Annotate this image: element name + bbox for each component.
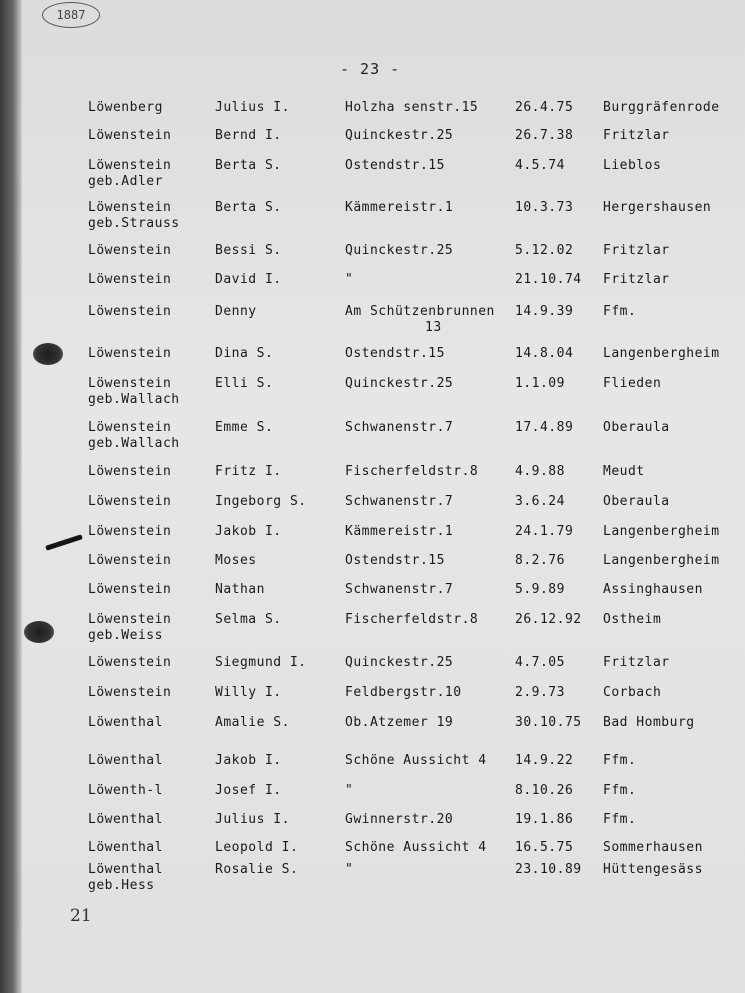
date-cell-line: 2.9.73 [515, 685, 565, 700]
archive-stamp: 1887 [42, 2, 100, 28]
street-cell [345, 494, 453, 510]
street-cell-line: Schwanenstr.7 [345, 582, 454, 597]
place-cell [603, 200, 711, 216]
surname-cell [88, 200, 180, 232]
first-name-cell-line: Siegmund I. [215, 655, 307, 670]
date-cell [515, 158, 565, 174]
surname-cell [88, 272, 171, 288]
street-cell-line: Feldbergstr.10 [345, 685, 462, 700]
date-cell [515, 272, 582, 288]
street-cell-line: Ob.Atzemer 19 [345, 715, 454, 730]
street-cell-line: Schöne Aussicht 4 [345, 840, 487, 855]
date-cell [515, 812, 573, 828]
surname-cell-line: Löwenstein [88, 158, 172, 173]
place-cell-line: Ffm. [603, 304, 637, 319]
date-cell-line: 26.12.92 [515, 612, 582, 627]
surname-cell-line: Löwenstein [88, 655, 172, 670]
street-cell [345, 524, 453, 540]
first-name-cell [215, 783, 282, 799]
first-name-cell-line: Berta S. [215, 200, 282, 215]
surname-cell-line: Löwenstein [88, 464, 172, 479]
entry-row [0, 200, 745, 240]
street-cell-line: Quinckestr.25 [345, 376, 454, 391]
date-cell-line: 8.2.76 [515, 553, 565, 568]
surname-cell [88, 464, 171, 480]
date-cell-line: 4.7.05 [515, 655, 565, 670]
date-cell [515, 753, 573, 769]
surname-cell-line: Löwenstein [88, 582, 172, 597]
first-name-cell-line: David I. [215, 272, 282, 287]
street-cell [345, 862, 425, 878]
street-cell [345, 655, 453, 671]
first-name-cell [215, 100, 290, 116]
place-cell [603, 100, 720, 116]
date-cell [515, 553, 565, 569]
place-cell [603, 553, 720, 569]
place-cell [603, 862, 703, 878]
date-cell [515, 715, 582, 731]
first-name-cell-line: Elli S. [215, 376, 274, 391]
date-cell [515, 494, 565, 510]
date-cell-line: 21.10.74 [515, 272, 582, 287]
street-cell-line: Quinckestr.25 [345, 128, 454, 143]
surname-cell-line: Löwenstein [88, 200, 172, 215]
street-cell [345, 612, 478, 628]
entry-row [0, 612, 745, 652]
date-cell [515, 862, 582, 878]
surname-cell-line: Löwenstein [88, 685, 172, 700]
surname-cell [88, 494, 171, 510]
place-cell [603, 128, 670, 144]
street-cell-line: Kämmereistr.1 [345, 200, 454, 215]
date-cell-line: 23.10.89 [515, 862, 582, 877]
first-name-cell [215, 862, 298, 878]
date-cell [515, 200, 573, 216]
first-name-cell [215, 840, 298, 856]
first-name-cell-line: Moses [215, 553, 257, 568]
entry-row [0, 158, 745, 198]
first-name-cell-line: Jakob I. [215, 524, 282, 539]
surname-cell-line-2: geb.Adler [88, 174, 163, 189]
surname-cell-line: Löwenthal [88, 862, 163, 877]
place-cell-line: Fritzlar [603, 272, 670, 287]
date-cell [515, 783, 573, 799]
surname-cell-line: Löwenstein [88, 553, 172, 568]
surname-cell [88, 553, 171, 569]
street-cell-line: Ostendstr.15 [345, 158, 445, 173]
first-name-cell-line: Bessi S. [215, 243, 282, 258]
date-cell-line: 24.1.79 [515, 524, 574, 539]
date-cell-line: 14.8.04 [515, 346, 574, 361]
place-cell [603, 582, 703, 598]
surname-cell [88, 840, 163, 856]
street-cell [345, 243, 453, 259]
date-cell [515, 612, 582, 628]
place-cell-line: Langenbergheim [603, 346, 720, 361]
street-cell [345, 158, 445, 174]
street-cell-line-2: 13 [425, 320, 442, 335]
place-cell [603, 243, 670, 259]
place-cell-line: Corbach [603, 685, 662, 700]
first-name-cell-line: Dina S. [215, 346, 274, 361]
date-cell-line: 3.6.24 [515, 494, 565, 509]
date-cell [515, 243, 573, 259]
street-cell [345, 753, 487, 769]
first-name-cell-line: Julius I. [215, 812, 290, 827]
place-cell-line: Ostheim [603, 612, 662, 627]
surname-cell [88, 100, 163, 116]
place-cell-line: Hergershausen [603, 200, 712, 215]
surname-cell-line: Löwenstein [88, 376, 172, 391]
street-cell [345, 100, 478, 116]
first-name-cell [215, 812, 290, 828]
first-name-cell-line: Berta S. [215, 158, 282, 173]
street-cell [345, 840, 487, 856]
street-cell [345, 715, 453, 731]
first-name-cell-line: Ingeborg S. [215, 494, 307, 509]
date-cell-line: 30.10.75 [515, 715, 582, 730]
street-cell [345, 376, 453, 392]
first-name-cell [215, 494, 307, 510]
street-cell-line: Ostendstr.15 [345, 553, 445, 568]
first-name-cell [215, 553, 257, 569]
street-cell-line: Quinckestr.25 [345, 243, 454, 258]
street-cell [345, 812, 453, 828]
place-cell-line: Oberaula [603, 420, 670, 435]
first-name-cell [215, 376, 273, 392]
street-cell [345, 200, 453, 216]
entry-row [0, 862, 745, 902]
first-name-cell [215, 128, 282, 144]
first-name-cell [215, 685, 282, 701]
first-name-cell [215, 715, 290, 731]
first-name-cell-line: Leopold I. [215, 840, 299, 855]
place-cell [603, 304, 636, 320]
place-cell-line: Bad Homburg [603, 715, 695, 730]
first-name-cell-line: Nathan [215, 582, 265, 597]
street-cell [345, 346, 445, 362]
entry-row [0, 304, 745, 344]
place-cell [603, 655, 670, 671]
place-cell-line: Lieblos [603, 158, 662, 173]
surname-cell [88, 128, 171, 144]
street-cell-line: Quinckestr.25 [345, 655, 454, 670]
surname-cell [88, 582, 171, 598]
first-name-cell [215, 304, 257, 320]
first-name-cell-line: Josef I. [215, 783, 282, 798]
surname-cell [88, 524, 171, 540]
place-cell-line: Sommerhausen [603, 840, 703, 855]
first-name-cell [215, 612, 282, 628]
first-name-cell [215, 243, 282, 259]
date-cell [515, 655, 565, 671]
surname-cell-line-2: geb.Hess [88, 878, 155, 893]
place-cell [603, 612, 661, 628]
first-name-cell-line: Willy I. [215, 685, 282, 700]
first-name-cell [215, 346, 273, 362]
surname-cell [88, 612, 171, 644]
place-cell-line: Langenbergheim [603, 553, 720, 568]
surname-cell [88, 243, 171, 259]
surname-cell-line: Löwenthal [88, 840, 163, 855]
first-name-cell [215, 272, 282, 288]
surname-cell-line: Löwenthal [88, 715, 163, 730]
place-cell-line: Ffm. [603, 753, 637, 768]
date-cell [515, 128, 573, 144]
place-cell-line: Ffm. [603, 783, 637, 798]
surname-cell-line: Löwenthal [88, 812, 163, 827]
date-cell-line: 5.12.02 [515, 243, 574, 258]
street-cell [345, 420, 453, 436]
date-cell-line: 17.4.89 [515, 420, 574, 435]
street-cell [345, 582, 453, 598]
first-name-cell-line: Fritz I. [215, 464, 282, 479]
date-cell [515, 346, 573, 362]
place-cell-line: Flieden [603, 376, 662, 391]
street-cell-line: Fischerfeldstr.8 [345, 612, 479, 627]
place-cell-line: Meudt [603, 464, 645, 479]
surname-cell-line-2: geb.Wallach [88, 392, 180, 407]
date-cell [515, 304, 573, 320]
handwritten-note: 21 [70, 906, 92, 926]
date-cell-line: 26.4.75 [515, 100, 574, 115]
street-cell [345, 464, 478, 480]
page-number: - 23 - [340, 60, 401, 78]
place-cell-line: Oberaula [603, 494, 670, 509]
date-cell-line: 16.5.75 [515, 840, 574, 855]
street-cell-line: " [345, 272, 354, 287]
place-cell [603, 715, 695, 731]
surname-cell [88, 655, 171, 671]
first-name-cell [215, 582, 265, 598]
first-name-cell [215, 753, 282, 769]
street-cell-line: Kämmereistr.1 [345, 524, 454, 539]
first-name-cell [215, 524, 282, 540]
surname-cell-line: Löwenstein [88, 304, 172, 319]
surname-cell-line: Löwenthal [88, 753, 163, 768]
surname-cell [88, 715, 163, 731]
surname-cell-line: Löwenstein [88, 524, 172, 539]
street-cell-line: " [345, 783, 354, 798]
place-cell [603, 464, 645, 480]
surname-cell-line: Löwenstein [88, 243, 172, 258]
first-name-cell [215, 420, 273, 436]
surname-cell [88, 783, 163, 799]
place-cell [603, 420, 670, 436]
date-cell-line: 14.9.39 [515, 304, 574, 319]
surname-cell-line: Löwenstein [88, 612, 172, 627]
street-cell-line: Holzha senstr.15 [345, 100, 479, 115]
surname-cell-line-2: geb.Wallach [88, 436, 180, 451]
surname-cell [88, 862, 163, 894]
place-cell-line: Langenbergheim [603, 524, 720, 539]
surname-cell-line: Löwenstein [88, 128, 172, 143]
date-cell-line: 14.9.22 [515, 753, 574, 768]
place-cell [603, 346, 720, 362]
first-name-cell [215, 655, 307, 671]
first-name-cell [215, 200, 282, 216]
date-cell [515, 582, 565, 598]
entry-row [0, 420, 745, 460]
first-name-cell-line: Julius I. [215, 100, 290, 115]
street-cell-line: Gwinnerstr.20 [345, 812, 454, 827]
place-cell [603, 685, 661, 701]
surname-cell-line-2: geb.Weiss [88, 628, 163, 643]
place-cell [603, 812, 636, 828]
surname-cell [88, 346, 171, 362]
first-name-cell-line: Amalie S. [215, 715, 290, 730]
date-cell [515, 685, 565, 701]
street-cell-line: Schwanenstr.7 [345, 420, 454, 435]
surname-cell [88, 376, 180, 408]
first-name-cell-line: Rosalie S. [215, 862, 299, 877]
surname-cell [88, 420, 180, 452]
place-cell [603, 272, 670, 288]
place-cell [603, 158, 661, 174]
surname-cell-line: Löwenstein [88, 494, 172, 509]
first-name-cell-line: Bernd I. [215, 128, 282, 143]
street-cell-line: " [345, 862, 354, 877]
date-cell-line: 26.7.38 [515, 128, 574, 143]
street-cell-line: Schwanenstr.7 [345, 494, 454, 509]
street-cell-line: Fischerfeldstr.8 [345, 464, 479, 479]
date-cell [515, 376, 565, 392]
place-cell-line: Burggräfenrode [603, 100, 720, 115]
first-name-cell-line: Selma S. [215, 612, 282, 627]
surname-cell-line: Löwenstein [88, 420, 172, 435]
first-name-cell-line: Emme S. [215, 420, 274, 435]
surname-cell-line: Löwenstein [88, 346, 172, 361]
surname-cell-line: Löwenstein [88, 272, 172, 287]
place-cell [603, 524, 720, 540]
place-cell [603, 840, 703, 856]
place-cell-line: Ffm. [603, 812, 637, 827]
surname-cell-line-2: geb.Strauss [88, 216, 180, 231]
date-cell [515, 420, 573, 436]
street-cell-line: Schöne Aussicht 4 [345, 753, 487, 768]
place-cell-line: Fritzlar [603, 655, 670, 670]
date-cell [515, 100, 573, 116]
surname-cell [88, 158, 171, 190]
street-cell [345, 272, 425, 288]
surname-cell-line: Löwenberg [88, 100, 163, 115]
first-name-cell [215, 464, 282, 480]
entry-row [0, 376, 745, 416]
place-cell [603, 376, 661, 392]
place-cell-line: Fritzlar [603, 243, 670, 258]
first-name-cell-line: Denny [215, 304, 257, 319]
surname-cell [88, 304, 171, 320]
surname-cell [88, 812, 163, 828]
date-cell-line: 19.1.86 [515, 812, 574, 827]
entry-row [0, 715, 745, 755]
date-cell-line: 4.9.88 [515, 464, 565, 479]
date-cell [515, 464, 565, 480]
surname-cell [88, 685, 171, 701]
street-cell [345, 553, 445, 569]
place-cell-line: Assinghausen [603, 582, 703, 597]
date-cell [515, 840, 573, 856]
place-cell [603, 753, 636, 769]
date-cell [515, 524, 573, 540]
date-cell-line: 1.1.09 [515, 376, 565, 391]
date-cell-line: 4.5.74 [515, 158, 565, 173]
surname-cell [88, 753, 163, 769]
street-cell [345, 128, 453, 144]
place-cell-line: Hüttengesäss [603, 862, 703, 877]
street-cell [345, 783, 425, 799]
street-cell [345, 304, 495, 336]
surname-cell-line: Löwenth-l [88, 783, 163, 798]
place-cell [603, 494, 670, 510]
street-cell-line: Ostendstr.15 [345, 346, 445, 361]
street-cell-line: Am Schützenbrunnen [345, 304, 495, 319]
street-cell [345, 685, 462, 701]
date-cell-line: 8.10.26 [515, 783, 574, 798]
date-cell-line: 10.3.73 [515, 200, 574, 215]
first-name-cell-line: Jakob I. [215, 753, 282, 768]
place-cell-line: Fritzlar [603, 128, 670, 143]
place-cell [603, 783, 636, 799]
first-name-cell [215, 158, 282, 174]
date-cell-line: 5.9.89 [515, 582, 565, 597]
